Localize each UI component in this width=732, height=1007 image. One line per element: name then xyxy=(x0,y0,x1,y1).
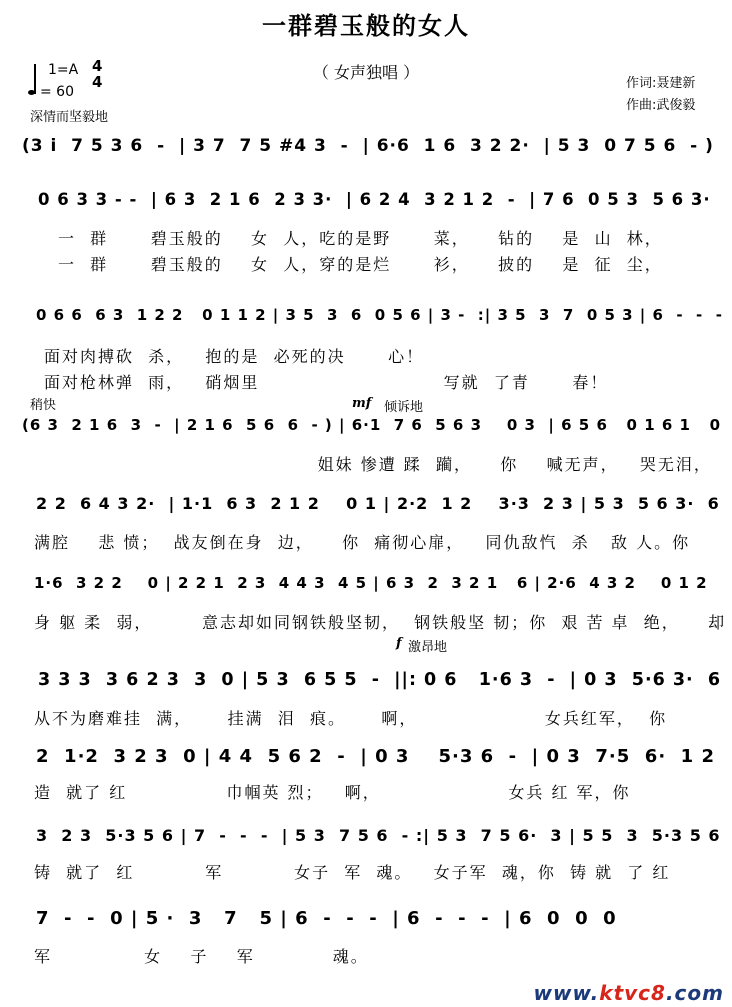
quarter-note-icon xyxy=(30,64,36,98)
key-signature: 1=A xyxy=(48,62,79,78)
tempo-mark: = 60 xyxy=(40,84,74,100)
score-row-10-lyrics: 军 女 子 军 魂。 xyxy=(34,947,369,966)
score-row-3-lyrics-verse2: 面对枪林弹 雨， 硝烟里 写就 了青 春！ xyxy=(44,373,609,392)
time-signature-bottom: 4 xyxy=(92,73,103,91)
expression-intro: 深情而坚毅地 xyxy=(30,110,109,125)
score-row-6-notes: 1·6 3 2 2 0 | 2 2 1 2 3 4 4 3 4 5 | 6 3 2 3 2 1 6 | 2·6 4 3 2 0 1 2 xyxy=(34,574,708,592)
dynamic-mf: mf xyxy=(352,396,372,411)
score-row-2-lyrics-verse2: 一 群 碧玉般的 女 人，穿的是烂 衫， 披的 是 征 尘， xyxy=(58,255,663,274)
song-subtitle: （ 女声独唱 ） xyxy=(312,63,420,82)
score-row-3-notes: 0 6 6 6 3 1 2 2 0 1 1 2 | 3 5 3 6 0 5 6 | 3 - :| 3 5 3 7 0 5 3 | 6 - - - xyxy=(36,306,723,324)
score-row-8-notes: 2 1·2 3 2 3 0 | 4 4 5 6 2 - | 0 3 5·3 6 - | 0 3 7·5 6· 1 2 xyxy=(36,746,715,767)
time-signature-top: 4 xyxy=(92,57,103,75)
score-row-7-lyrics: 从不为磨难挂 满， 挂满 泪 痕。 啊， 女兵红军， 你 xyxy=(34,709,668,728)
watermark-domain: ktvc8 xyxy=(599,981,666,1005)
watermark-prefix: www. xyxy=(533,981,600,1005)
score-row-4-notes: (6 3 2 1 6 3 - | 2 1 6 5 6 6 - ) | 6·1 7 6 5 6 3 0 3 | 6 5 6 0 1 6 1 0 xyxy=(22,416,722,434)
expression-faster: 稍快 xyxy=(30,398,57,413)
song-title: 一群碧玉般的女人 xyxy=(262,12,470,40)
score-row-9-notes: 3 2 3 5·3 5 6 | 7 - - - | 5 3 7 5 6 - :| 5 3 7 5 6· 3 | 5 5 3 5·3 5 6 xyxy=(36,826,721,845)
time-signature xyxy=(92,58,102,90)
site-watermark xyxy=(534,981,724,1005)
lyricist-credit: 作词:聂建新 xyxy=(626,76,696,91)
score-row-2-lyrics-verse1: 一 群 碧玉般的 女 人，吃的是野 菜， 钻的 是 山 林， xyxy=(58,229,663,248)
watermark-suffix: .com xyxy=(665,981,724,1005)
score-row-4-lyrics: 姐妹 惨遭 蹂 躏， 你 喊无声， 哭无泪， xyxy=(20,455,712,474)
dynamic-f: f xyxy=(396,636,402,651)
score-row-2-notes: 0 6 3 3 - - | 6 3 2 1 6 2 3 3· | 6 2 4 3 2 1 2 - | 7 6 0 5 3 5 6 3· xyxy=(38,190,711,209)
score-row-5-notes: 2 2 6 4 3 2· | 1·1 6 3 2 1 2 0 1 | 2·2 1 2 3·3 2 3 | 5 3 5 6 3· 6 xyxy=(36,494,720,513)
score-row-10-notes: 7 - - 0 | 5 · 3 7 5 | 6 - - - | 6 - - - | 6 0 0 0 xyxy=(36,908,617,929)
score-row-7-notes: 3 3 3 3 6 2 3 3 0 | 5 3 6 5 5 - ||: 0 6 1·6 3 - | 0 3 5·6 3· 6 xyxy=(38,670,722,690)
score-row-8-lyrics: 造 就了 红 巾帼英 烈； 啊， 女兵 红 军，你 xyxy=(34,783,631,802)
score-row-9-lyrics: 铸 就了 红 军 女子 军 魂。 女子军 魂，你 铸 就 了 红 xyxy=(34,863,671,882)
composer-credit: 作曲:武俊毅 xyxy=(626,98,696,113)
expression-excited: 激昂地 xyxy=(408,640,448,655)
score-row-3-lyrics-verse1: 面对肉搏砍 杀， 抱的是 必死的决 心！ xyxy=(44,347,425,366)
expression-tell: 倾诉地 xyxy=(384,400,424,415)
score-row-1-notes: (3 i 7 5 3 6 - | 3 7 7 5 #4 3 - | 6·6 1 6 3 2 2· | 5 3 0 7 5 6 - ) xyxy=(22,136,714,156)
score-row-5-lyrics: 满腔 悲 愤； 战友倒在身 边， 你 痛彻心扉， 同仇敌忾 杀 敌 人。你 xyxy=(34,533,691,552)
score-row-6-lyrics: 身 躯 柔 弱， 意志却如同钢铁般坚韧， 钢铁般坚 韧；你 艰 苦 卓 绝， 却 xyxy=(34,613,727,632)
